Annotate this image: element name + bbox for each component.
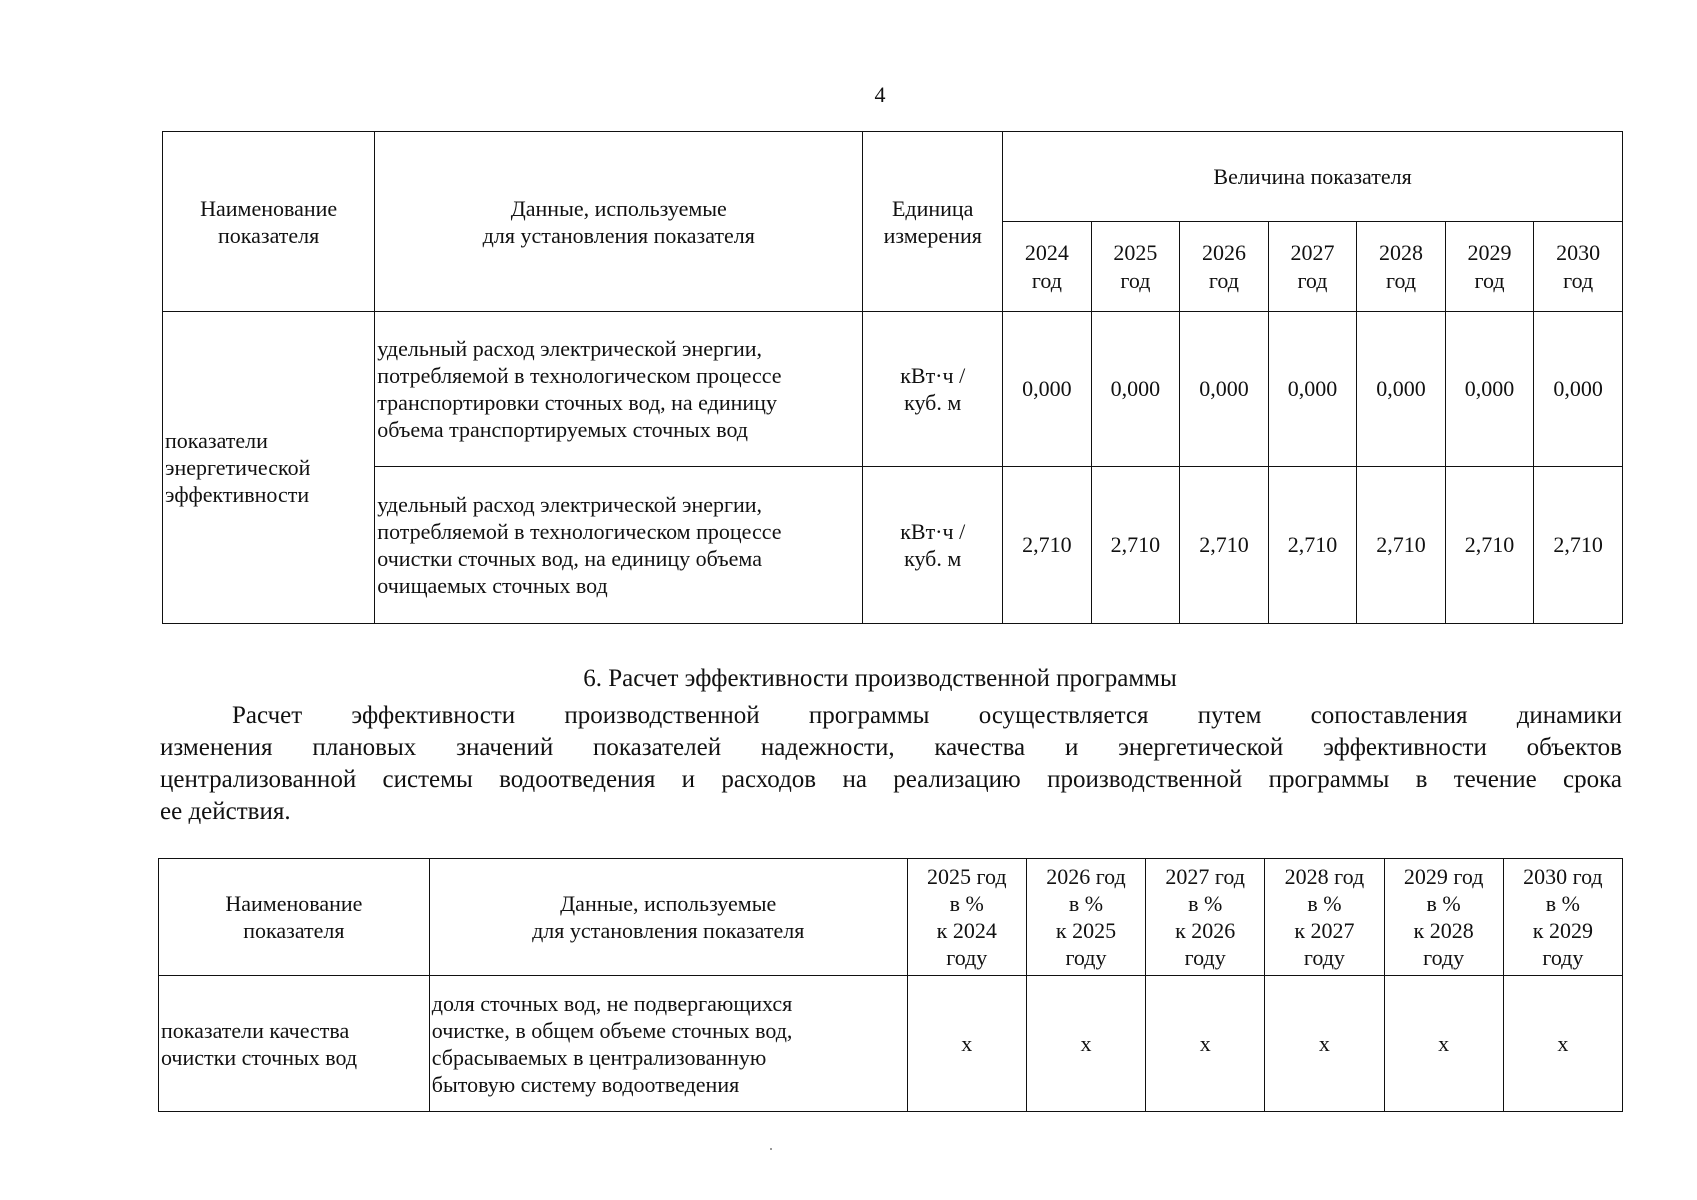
value-cell: 0,000 (1268, 312, 1357, 467)
row-unit: кВт·ч / куб. м (863, 312, 1003, 467)
scan-speck (770, 1148, 772, 1150)
value-cell: х (1265, 976, 1384, 1112)
value-cell: 2,710 (1534, 467, 1623, 624)
value-cell: 0,000 (1357, 312, 1446, 467)
value-cell: х (907, 976, 1026, 1112)
value-cell: х (1384, 976, 1503, 1112)
value-cell: х (1026, 976, 1145, 1112)
value-cell: 2,710 (1180, 467, 1269, 624)
header-period-2029: 2029 год в % к 2028 году (1384, 859, 1503, 976)
header-period-2025: 2025 год в % к 2024 году (907, 859, 1026, 976)
value-cell: 2,710 (1268, 467, 1357, 624)
table-row (163, 312, 1623, 467)
header-value-group: Величина показателя (1003, 132, 1623, 222)
paragraph-line: централизованной системы водоотведения и расходов на реализацию производственной программы в течение срока (160, 766, 1622, 793)
table-row (159, 976, 1623, 1112)
value-cell: 2,710 (1003, 467, 1092, 624)
section-heading: 6. Расчет эффективности производственной программы (583, 665, 1177, 692)
header-period-2028: 2028 год в % к 2027 году (1265, 859, 1384, 976)
value-cell: 2,710 (1445, 467, 1534, 624)
row-indicator-name: показатели качества очистки сточных вод (159, 976, 430, 1112)
header-indicator-name: Наименование показателя (163, 132, 375, 312)
header-year-2028: 2028 год (1357, 222, 1446, 312)
energy-efficiency-table (162, 131, 1623, 624)
value-cell: 0,000 (1445, 312, 1534, 467)
row-description: удельный расход электрической энергии, потребляемой в технологическом процессе транспортировки сточных вод, на единицу объема транспортируемых сточных вод (375, 312, 863, 467)
row-description: удельный расход электрической энергии, потребляемой в технологическом процессе очистки сточных вод, на единицу объема очищаемых сточных вод (375, 467, 863, 624)
row-description: доля сточных вод, не подвергающихся очистке, в общем объеме сточных вод, сбрасываемых в централизованную бытовую систему водоотведения (429, 976, 907, 1112)
value-cell: 2,710 (1357, 467, 1446, 624)
value-cell: х (1503, 976, 1622, 1112)
header-year-2030: 2030 год (1534, 222, 1623, 312)
row-unit: кВт·ч / куб. м (863, 467, 1003, 624)
header-period-2026: 2026 год в % к 2025 году (1026, 859, 1145, 976)
header-source-data: Данные, используемые для установления показателя (429, 859, 907, 976)
table-row (163, 467, 1623, 624)
header-unit: Единица измерения (863, 132, 1003, 312)
value-cell: х (1146, 976, 1265, 1112)
header-period-2027: 2027 год в % к 2026 году (1146, 859, 1265, 976)
value-cell: 0,000 (1003, 312, 1092, 467)
value-cell: 0,000 (1534, 312, 1623, 467)
header-year-2026: 2026 год (1180, 222, 1269, 312)
group-label: показатели энергетической эффективности (163, 312, 375, 624)
header-period-2030: 2030 год в % к 2029 году (1503, 859, 1622, 976)
header-source-data: Данные, используемые для установления показателя (375, 132, 863, 312)
value-cell: 0,000 (1180, 312, 1269, 467)
value-cell: 0,000 (1091, 312, 1180, 467)
paragraph-line: Расчет эффективности производственной программы осуществляется путем сопоставления динамики (232, 702, 1622, 729)
header-year-2024: 2024 год (1003, 222, 1092, 312)
header-year-2029: 2029 год (1445, 222, 1534, 312)
paragraph-line: ее действия. (160, 798, 291, 825)
page-number: 4 (874, 82, 886, 107)
header-year-2027: 2027 год (1268, 222, 1357, 312)
body-paragraph (160, 700, 1622, 828)
header-year-2025: 2025 год (1091, 222, 1180, 312)
header-indicator-name: Наименование показателя (159, 859, 430, 976)
paragraph-line: изменения плановых значений показателей надежности, качества и энергетической эффективности объектов (160, 734, 1622, 761)
value-cell: 2,710 (1091, 467, 1180, 624)
efficiency-calculation-table (158, 858, 1623, 1112)
